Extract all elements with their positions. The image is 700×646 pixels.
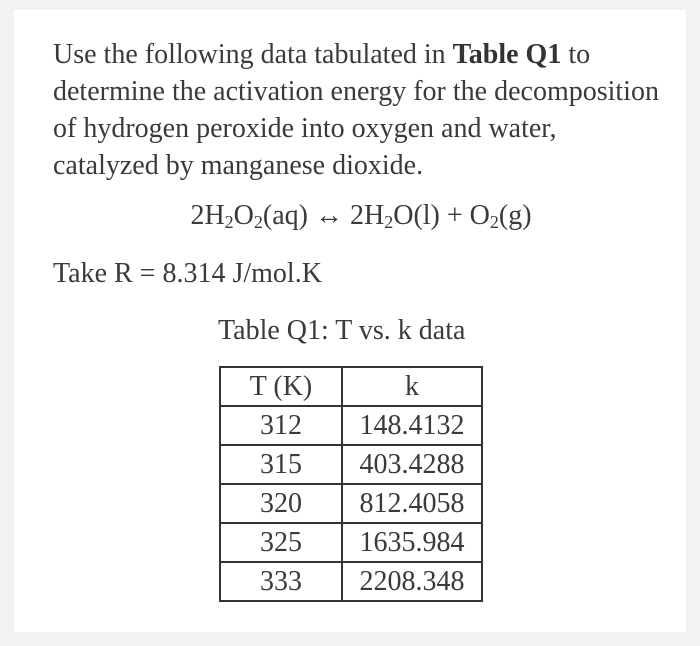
table-reference: Table Q1 xyxy=(452,39,562,70)
table-header-row xyxy=(220,367,482,406)
eq-product2-sub: 2 xyxy=(489,212,499,232)
cell-temperature: 320 xyxy=(220,484,342,523)
cell-rate-constant: 403.4288 xyxy=(342,445,482,484)
eq-arrow: ↔ xyxy=(307,200,350,231)
table-caption: Table Q1: T vs. k data xyxy=(218,315,466,346)
question-text-after: to determine the activation energy for the decomposition of hydrogen peroxide into oxygen and water, catalyzed by manganese dioxide. xyxy=(53,39,659,181)
gas-constant-note: Take R = 8.314 J/mol.K xyxy=(53,258,322,289)
eq-reactant-sub1: 2 xyxy=(224,212,234,232)
question-text xyxy=(53,36,663,184)
question-card xyxy=(14,10,686,632)
question-text-before: Use the following data tabulated in xyxy=(53,39,453,70)
cell-rate-constant: 1635.984 xyxy=(342,523,482,562)
eq-reactant-sub2: 2 xyxy=(253,212,263,232)
reaction-equation xyxy=(14,198,686,234)
cell-temperature: 315 xyxy=(220,445,342,484)
eq-product2-state: (g) xyxy=(498,200,532,231)
eq-product1-sub: 2 xyxy=(384,212,394,232)
cell-temperature: 333 xyxy=(220,562,342,601)
header-rate-constant: k xyxy=(342,367,482,406)
cell-temperature: 325 xyxy=(220,523,342,562)
cell-rate-constant: 2208.348 xyxy=(342,562,482,601)
cell-temperature: 312 xyxy=(220,406,342,445)
table-row xyxy=(220,562,482,601)
data-table xyxy=(219,366,483,602)
table-row xyxy=(220,445,482,484)
eq-reactant-h: 2H xyxy=(190,200,225,231)
table-row xyxy=(220,484,482,523)
table-row xyxy=(220,523,482,562)
eq-reactant-state: (aq) xyxy=(262,200,308,231)
eq-reactant-o: O xyxy=(233,200,254,231)
table-row xyxy=(220,406,482,445)
cell-rate-constant: 812.4058 xyxy=(342,484,482,523)
eq-product1-h: 2H xyxy=(349,200,385,231)
eq-product1-rest: O(l) + O xyxy=(393,200,490,231)
header-temperature: T (K) xyxy=(220,367,342,406)
cell-rate-constant: 148.4132 xyxy=(342,406,482,445)
